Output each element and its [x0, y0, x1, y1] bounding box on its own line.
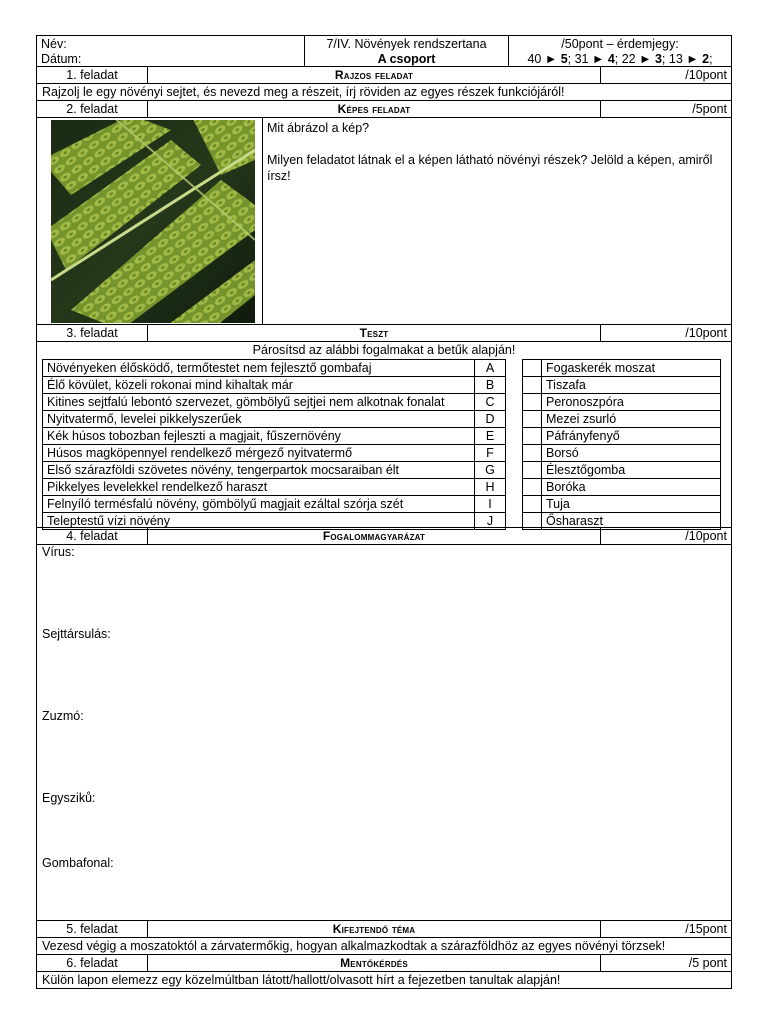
- answer-blank-input[interactable]: [523, 445, 542, 462]
- group-label: A csoport: [377, 52, 436, 66]
- fern-image: [51, 120, 255, 323]
- statement-letter: C: [475, 394, 506, 411]
- answer-row: [523, 360, 721, 377]
- answer-blank-input[interactable]: [523, 394, 542, 411]
- statement-text: Nyitvatermő, levelei pikkelyszerűek: [43, 411, 475, 428]
- answer-row: [523, 394, 721, 411]
- answer-blank-input[interactable]: [523, 513, 542, 530]
- statement-row: [43, 462, 506, 479]
- statement-row: [43, 496, 506, 513]
- task-points: /10pont: [685, 529, 727, 543]
- statement-row: [43, 394, 506, 411]
- name-label: Név:: [41, 37, 67, 51]
- statement-text: Első szárazföldi szövetes növény, tengerpartok mocsaraiban élt: [43, 462, 475, 479]
- task-points: /5pont: [692, 102, 727, 116]
- answer-row: [523, 496, 721, 513]
- statement-text: Felnyíló termésfalú növény, gömbölyű magjait ezáltal szórja szét: [43, 496, 475, 513]
- header-row: [36, 35, 732, 67]
- task5-instruction: Vezesd végig a moszatoktól a zárvatermőkig, hogyan alkalmazkodtak a szárazföldhöz az egyes növényi törzsek!: [36, 938, 732, 955]
- task2-questions: [263, 118, 731, 324]
- statement-row: [43, 428, 506, 445]
- task4-header: [36, 528, 732, 545]
- answer-blank-input[interactable]: [523, 411, 542, 428]
- grading-cell: [509, 36, 731, 66]
- concepts-block: [36, 545, 732, 921]
- statement-row: [43, 411, 506, 428]
- statement-row: [43, 479, 506, 496]
- answer-row: [523, 513, 721, 530]
- answer-blank-input[interactable]: [523, 479, 542, 496]
- task-number: 5. feladat: [37, 921, 148, 937]
- statement-row: [43, 445, 506, 462]
- statement-text: Teleptestű vízi növény: [43, 513, 475, 530]
- task-number: 6. feladat: [37, 955, 148, 971]
- title-cell: [305, 36, 509, 66]
- statement-letter: G: [475, 462, 506, 479]
- task-points: /5 pont: [688, 956, 727, 970]
- question-1: Mit ábrázol a kép?: [267, 121, 370, 135]
- answer-blank-input[interactable]: [523, 360, 542, 377]
- task-number: 4. feladat: [37, 528, 148, 544]
- task-title: Fogalommagyarázat: [148, 528, 601, 544]
- points-line: /50pont – érdemjegy:: [561, 37, 679, 51]
- matching-instruction: Párosítsd az alábbi fogalmakat a betűk alapján!: [252, 343, 516, 357]
- answer-blank-input[interactable]: [523, 496, 542, 513]
- date-label: Dátum:: [41, 52, 82, 66]
- answer-row: [523, 462, 721, 479]
- concept-sejttarsulas: Sejttársulás:: [42, 627, 111, 641]
- task2-header: [36, 101, 732, 118]
- task5-header: [36, 921, 732, 938]
- statement-text: Élő kövület, közeli rokonai mind kihaltak már: [43, 377, 475, 394]
- task-points: /10pont: [685, 68, 727, 82]
- answer-text: Borsó: [542, 445, 721, 462]
- task-title: Képes feladat: [148, 101, 601, 117]
- answer-text: Ősharaszt: [542, 513, 721, 530]
- answer-row: [523, 479, 721, 496]
- task-title: Mentőkérdés: [148, 955, 601, 971]
- task-title: Rajzos feladat: [148, 67, 601, 83]
- task3-header: [36, 325, 732, 342]
- task-points: /15pont: [685, 922, 727, 936]
- statement-text: Növényeken élősködő, termőtestet nem fejlesztő gombafaj: [43, 360, 475, 377]
- statement-row: [43, 513, 506, 530]
- concept-gombafonal: Gombafonal:: [42, 856, 114, 870]
- task-number: 2. feladat: [37, 101, 148, 117]
- answer-row: [523, 428, 721, 445]
- task-title: Teszt: [148, 325, 601, 341]
- statement-row: [43, 360, 506, 377]
- worksheet: [36, 35, 732, 989]
- statement-text: Kitines sejtfalú lebontó szervezet, gömbölyű sejtjei nem alkotnak fonalat: [43, 394, 475, 411]
- answer-text: Boróka: [542, 479, 721, 496]
- answer-text: Élesztőgomba: [542, 462, 721, 479]
- statement-row: [43, 377, 506, 394]
- task-number: 1. feladat: [37, 67, 148, 83]
- answer-blank-input[interactable]: [523, 428, 542, 445]
- statement-text: Kék húsos tobozban fejleszti a magjait, fűszernövény: [43, 428, 475, 445]
- answer-blank-input[interactable]: [523, 377, 542, 394]
- fern-image-cell: [37, 118, 263, 324]
- page-title: 7/IV. Növények rendszertana: [326, 37, 487, 51]
- answer-row: [523, 411, 721, 428]
- task-title: Kifejtendő téma: [148, 921, 601, 937]
- concept-egyszikuu: Egysziků:: [42, 791, 96, 805]
- answers-table: [522, 359, 721, 530]
- statement-letter: A: [475, 360, 506, 377]
- grading-scale: 40 ► 5; 31 ► 4; 22 ► 3; 13 ► 2;: [527, 52, 713, 66]
- statement-letter: D: [475, 411, 506, 428]
- answer-text: Tiszafa: [542, 377, 721, 394]
- task1-instruction: Rajzolj le egy növényi sejtet, és nevezd meg a részeit, írj röviden az egyes részek funkciójáról!: [36, 84, 732, 101]
- task-points: /10pont: [685, 326, 727, 340]
- task6-instruction: Külön lapon elemezz egy közelmúltban látott/hallott/olvasott hírt a fejezetben tanultak alapján!: [36, 972, 732, 989]
- answer-text: Fogaskerék moszat: [542, 360, 721, 377]
- answer-text: Mezei zsurló: [542, 411, 721, 428]
- name-date-cell: [37, 36, 305, 66]
- question-2: Milyen feladatot látnak el a képen látható növényi részek? Jelöld a képen, amiről írsz!: [267, 153, 713, 183]
- statement-text: Pikkelyes levelekkel rendelkező haraszt: [43, 479, 475, 496]
- answer-blank-input[interactable]: [523, 462, 542, 479]
- statement-letter: E: [475, 428, 506, 445]
- concept-virus: Vírus:: [42, 545, 75, 559]
- statement-letter: B: [475, 377, 506, 394]
- statement-letter: I: [475, 496, 506, 513]
- statement-letter: F: [475, 445, 506, 462]
- statements-table: [42, 359, 506, 530]
- answer-text: Tuja: [542, 496, 721, 513]
- answer-text: Páfrányfenyő: [542, 428, 721, 445]
- answer-text: Peronoszpóra: [542, 394, 721, 411]
- answer-row: [523, 377, 721, 394]
- concept-zuzmo: Zuzmó:: [42, 709, 84, 723]
- statement-letter: J: [475, 513, 506, 530]
- answer-row: [523, 445, 721, 462]
- task2-body: [36, 118, 732, 325]
- matching-block: [36, 342, 732, 528]
- statement-text: Húsos magköpennyel rendelkező mérgező nyitvatermő: [43, 445, 475, 462]
- task-number: 3. feladat: [37, 325, 148, 341]
- statement-letter: H: [475, 479, 506, 496]
- task1-header: [36, 67, 732, 84]
- task6-header: [36, 955, 732, 972]
